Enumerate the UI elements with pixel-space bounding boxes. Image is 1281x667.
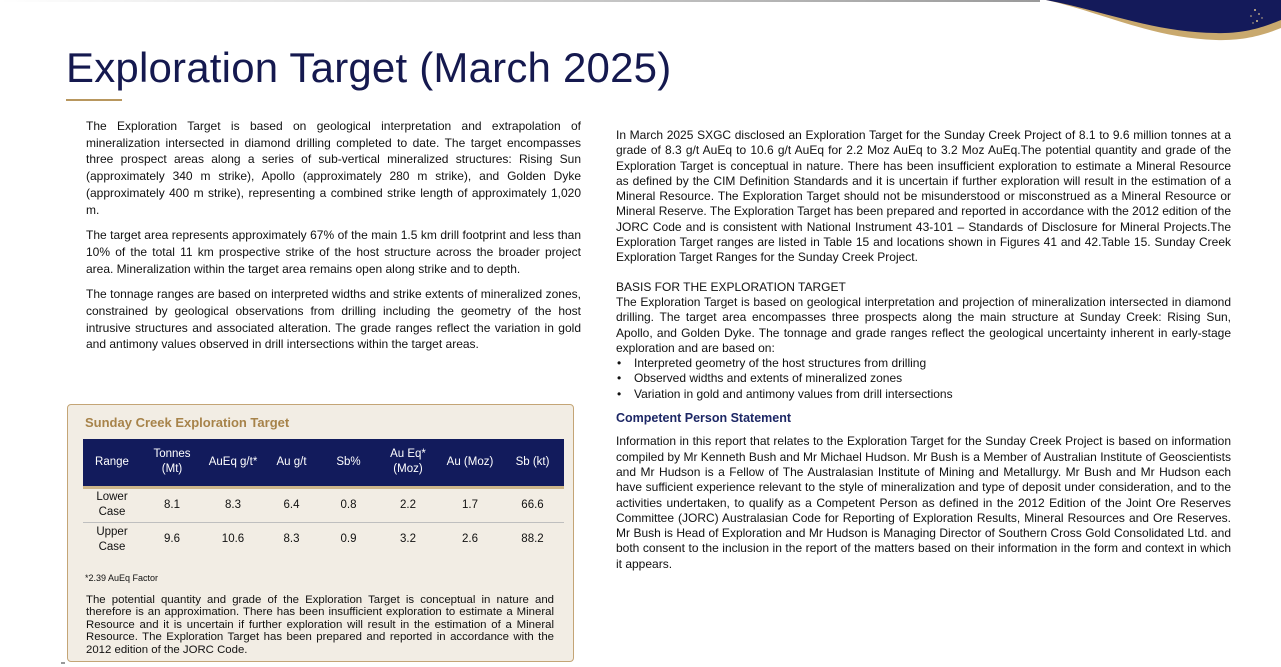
table-cell: 2.2	[377, 487, 439, 522]
left-paragraph: The target area represents approximately 67% of the main 1.5 km drill footprint and less than 10% of the total 11 km prospective strike of the host structure across the broader project area. Mineralization within the target area remains open along strike and to depth.	[86, 228, 581, 276]
column-header-au-moz: Au (Moz)	[439, 439, 501, 487]
table-cell: 88.2	[521, 533, 544, 546]
table-cell: 3.2	[400, 533, 416, 546]
right-column-text	[616, 128, 1231, 586]
basis-bullet-list	[616, 356, 1231, 402]
table-cell: 9.6	[164, 533, 180, 546]
column-header-aueq-grade: AuEq g/t*	[203, 439, 263, 487]
table-cell: 2.6	[462, 533, 478, 546]
table-footnote: *2.39 AuEq Factor	[85, 573, 159, 583]
exploration-target-card	[67, 404, 574, 662]
card-disclaimer: The potential quantity and grade of the Exploration Target is conceptual in nature and therefore is an approximation. There has been insufficient exploration to estimate a Mineral Resource and it is uncertain if further exploration will result in the estimation of a Mineral Resource. The Exploration Target has been prepared and reported in accordance with the 2012 edition of the JORC Code.	[86, 594, 554, 656]
table-cell: 0.8	[320, 487, 377, 522]
competent-person-heading: Competent Person Statement	[616, 411, 792, 426]
table-row-lower-case	[83, 487, 564, 522]
table-header-row	[83, 439, 564, 487]
table-cell: 66.6	[501, 487, 564, 522]
table-cell: 1.7	[439, 487, 501, 522]
column-header-aueq-moz: Au Eq* (Moz)	[377, 439, 439, 487]
table-row-upper-case	[83, 522, 564, 557]
list-item: • Variation in gold and antimony values from drill intersections	[616, 387, 1231, 402]
list-item: • Observed widths and extents of mineralized zones	[616, 371, 1231, 386]
intro-paragraph: In March 2025 SXGC disclosed an Exploration Target for the Sunday Creek Project of 8.1 to 9.6 million tonnes at a grade of 8.3 g/t AuEq to 10.6 g/t AuEq for 2.2 Moz AuEq to 3.2 Moz AuEq.The potential quantity and grade of the Exploration Target is conceptual in nature. There has been insufficient exploration to estimate a Mineral Resource as defined by the CIM Definition Standards and it is uncertain if further exploration will result in the estimation of a Mineral Resource. The Exploration Target should not be misunderstood or misconstrued as a Mineral Resource or Mineral Reserve. The Exploration Target has been prepared and reported in accordance with the 2012 edition of the JORC Code and is consistent with National Instrument 43-101 – Standards of Disclosure for Mineral Projects.The Exploration Target ranges are listed in Table 15 and locations shown in Figures 41 and 42.Table 15. Sunday Creek Exploration Target Ranges for the Sunday Creek Project.	[616, 128, 1231, 265]
column-header-tonnes: Tonnes (Mt)	[141, 439, 203, 487]
competent-person-paragraph: Information in this report that relates to the Exploration Target for the Sunday Creek Project is based on information compiled by Mr Kenneth Bush and Mr Michael Hudson. Mr Bush is a Member of Australian Institute of Geoscientists and Mr Hudson is a Fellow of The Australasian Institute of Mining and Metallurgy. Mr Bush and Mr Hudson each have sufficient experience relevant to the style of mineralization and type of deposit under consideration, and to the activities undertaken, to qualify as a Competent Person as defined in the 2012 Edition of the Joint Ore Reserves Committee (JORC) Australasian Code for Reporting of Exploration Results, Mineral Resources and Ore Reserves. Mr Bush is Head of Exploration and Mr Hudson is Managing Director of Southern Cross Gold Consolidated Ltd. and both consent to the inclusion in the report of the matters based on their information in the form and context in which it appears.	[616, 434, 1231, 571]
table-cell: 8.3	[283, 533, 300, 546]
column-header-au-grade: Au g/t	[263, 439, 320, 487]
basis-heading: BASIS FOR THE EXPLORATION TARGET	[616, 279, 846, 294]
title-underline	[66, 99, 122, 101]
column-header-range: Range	[83, 439, 141, 487]
table-cell: 8.1	[141, 487, 203, 522]
table-cell: 6.4	[263, 487, 320, 522]
top-divider-line	[0, 0, 1040, 2]
table-cell: 8.3	[203, 487, 263, 522]
exploration-target-table	[83, 439, 564, 557]
card-title: Sunday Creek Exploration Target	[85, 415, 290, 430]
list-item: • Interpreted geometry of the host structures from drilling	[616, 356, 1231, 371]
left-paragraph: The Exploration Target is based on geological interpretation and extrapolation of mineralization intersected in diamond drilling completed to date. The target encompasses three prospect areas along a series of sub-vertical mineralized structures: Rising Sun (approximately 340 m strike), Apollo (approximately 280 m strike), and Golden Dyke (approximately 400 m strike), representing a combined strike length of approximately 1,020 m.	[86, 119, 581, 217]
basis-paragraph: The Exploration Target is based on geological interpretation and projection of mineralization intersected in diamond drilling. The target area encompasses three prospects along the main structure at Sunday Creek: Rising Sun, Apollo, and Golden Dyke. The tonnage and grade ranges reflect the geological uncertainty inherent in early-stage exploration and are based on:	[616, 294, 1231, 355]
column-header-sb-kt: Sb (kt)	[501, 439, 564, 487]
table-cell: Lower Case	[83, 487, 141, 522]
left-column-text	[86, 118, 581, 362]
page-corner-mark	[61, 662, 65, 664]
table-cell: 10.6	[221, 533, 245, 546]
table-cell: Upper Case	[96, 525, 128, 553]
table-cell: 0.9	[340, 533, 357, 546]
corner-wave-decoration	[1041, 0, 1281, 60]
left-paragraph: The tonnage ranges are based on interpreted widths and strike extents of mineralized zones, constrained by geological observations from drilling including the geometry of the host intrusive structures and associated alteration. The grade ranges reflect the variation in gold and antimony values observed in drill intersections within the target areas.	[86, 287, 581, 352]
page-title: Exploration Target (March 2025)	[66, 44, 672, 91]
column-header-sb-percent: Sb%	[320, 439, 377, 487]
